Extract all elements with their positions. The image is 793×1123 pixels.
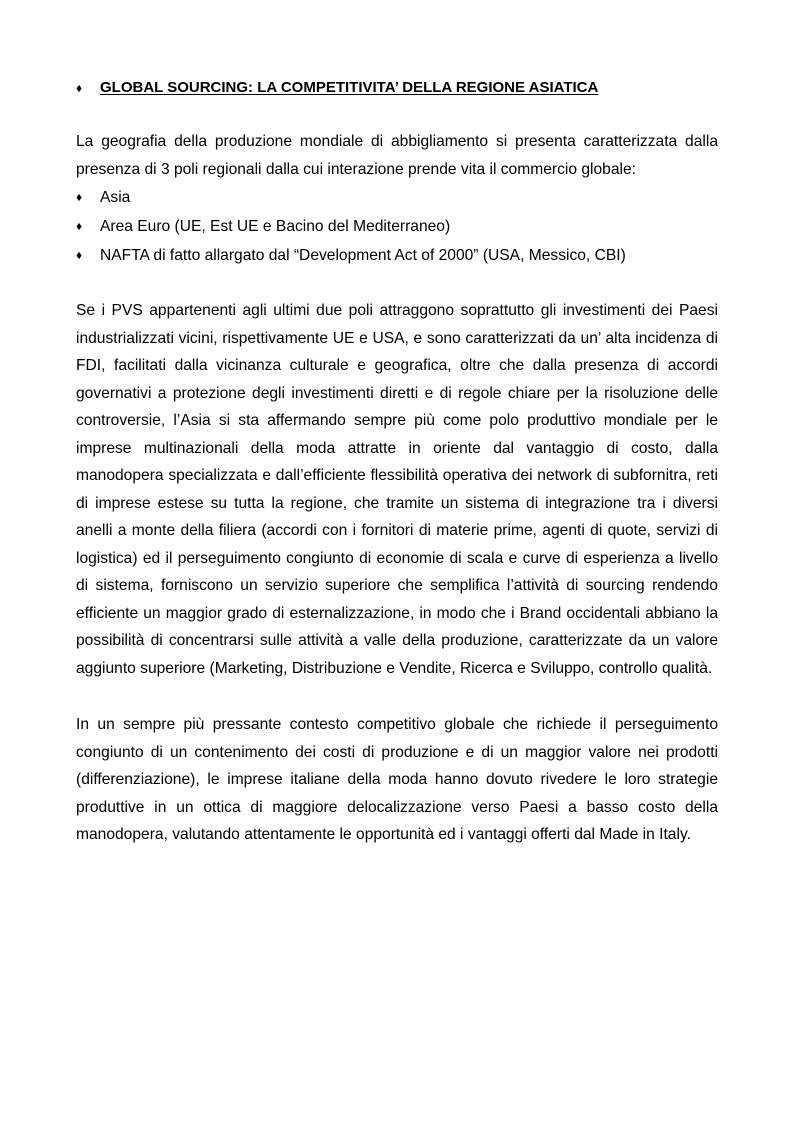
- list-item: [76, 212, 718, 241]
- list-item: [76, 241, 718, 270]
- section-heading: [76, 77, 718, 99]
- list-item: [76, 183, 718, 212]
- list-item-text: Asia: [100, 189, 131, 206]
- diamond-bullet-icon: ♦: [76, 81, 83, 95]
- list-item-text: NAFTA di fatto allargato dal “Development Act of 2000” (USA, Messico, CBI): [100, 247, 626, 264]
- intro-paragraph: La geografia della produzione mondiale di abbigliamento si presenta caratterizzata dalla presenza di 3 poli regionali dalla cui interazione prende vita il commercio globale:: [76, 133, 718, 178]
- diamond-bullet-icon: ♦: [76, 190, 83, 204]
- diamond-bullet-icon: ♦: [76, 219, 83, 233]
- body-paragraph: In un sempre più pressante contesto competitivo globale che richiede il perseguimento congiunto di un contenimento dei costi di produzione e di un maggior valore nei prodotti (differenziazione), le imprese italiane della moda hanno dovuto rivedere le loro strategie produttive in un ottica di maggiore delocalizzazione verso Paesi a basso costo della manodopera, valutando attentamente le opportunità ed i vantaggi offerti dal Made in Italy.: [76, 716, 718, 843]
- list-item-text: Area Euro (UE, Est UE e Bacino del Mediterraneo): [100, 218, 451, 235]
- diamond-bullet-icon: ♦: [76, 248, 83, 262]
- regional-poles-list: [76, 183, 718, 270]
- section-title: GLOBAL SOURCING: LA COMPETITIVITA’ DELLA REGIONE ASIATICA: [100, 79, 599, 96]
- body-paragraph: Se i PVS appartenenti agli ultimi due poli attraggono soprattutto gli investimenti dei Paesi industrializzati vicini, rispettivamente UE e USA, e sono caratterizzati da un’ alta incidenza di FDI, facilitati dalla vicinanza culturale e geografica, oltre che dalla presenza di accordi governativi a protezione degli investimenti diretti e di regole chiare per la risoluzione delle controversie, l’Asia si sta affermando sempre più come polo produttivo mondiale per le imprese multinazionali della moda attratte in oriente dal vantaggio di costo, dalla manodopera specializzata e dall’efficiente flessibilità operativa dei network di subfornitra, reti di imprese estese su tutta la regione, che tramite un sistema di integrazione tra i diversi anelli a monte della filiera (accordi con i fornitori di materie prime, agenti di quote, servizi di logistica) ed il perseguimento congiunto di economie di scala e curve di esperienza a livello di sistema, forniscono un servizio superiore che semplifica l’attività di sourcing rendendo efficiente un maggior grado di esternalizzazione, in modo che i Brand occidentali abbiano la possibilità di concentrarsi sulle attività a valle della produzione, caratterizzate da un valore aggiunto superiore (Marketing, Distribuzione e Vendite, Ricerca e Sviluppo, controllo qualità.: [76, 302, 718, 677]
